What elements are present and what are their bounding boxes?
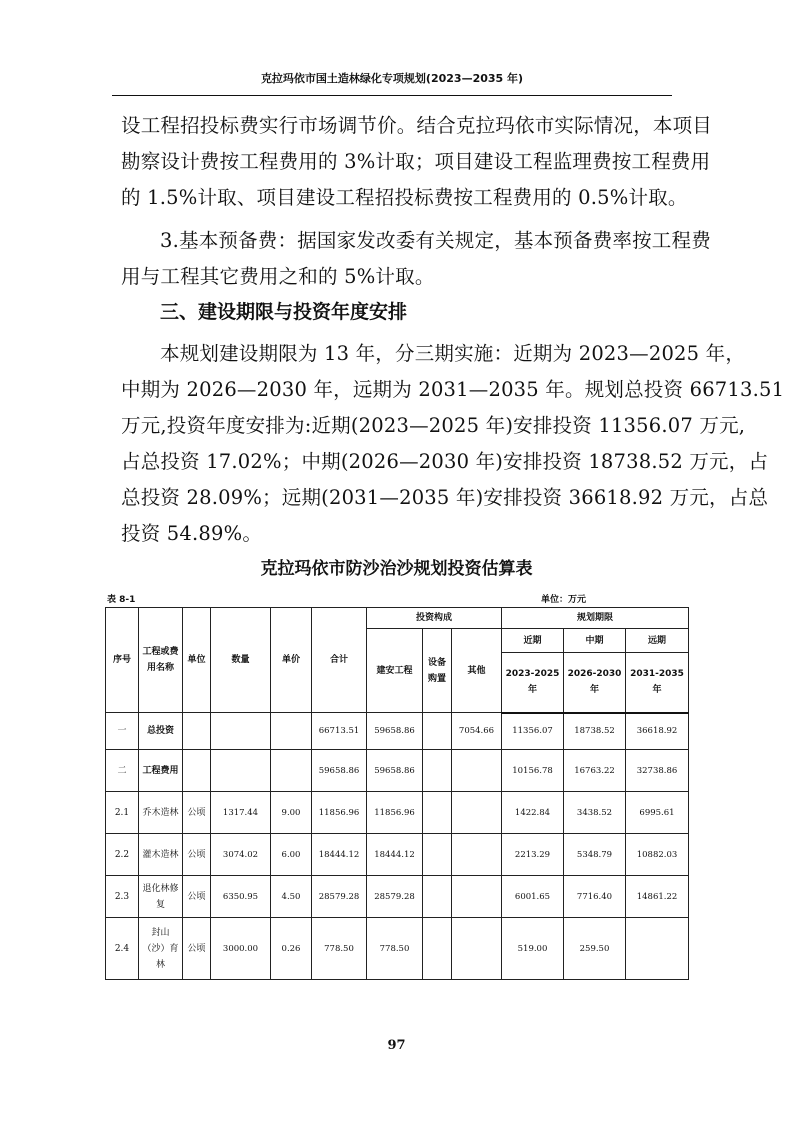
header-period: 规划期限 xyxy=(502,608,689,629)
cell-name: 总投资 xyxy=(139,713,183,750)
cell-far xyxy=(626,918,689,980)
table-row xyxy=(106,750,689,792)
cell-total: 59658.86 xyxy=(312,750,367,792)
cell-name: 退化林修复 xyxy=(139,876,183,918)
table-row xyxy=(106,918,689,980)
cell-near: 6001.65 xyxy=(502,876,564,918)
cell-total: 18444.12 xyxy=(312,834,367,876)
table-row xyxy=(106,834,689,876)
header-far-years: 2031-2035年 xyxy=(626,653,689,713)
table-row xyxy=(106,876,689,918)
cell-price: 6.00 xyxy=(271,834,312,876)
header-near-years: 2023-2025年 xyxy=(502,653,564,713)
header-unit: 单位 xyxy=(183,608,211,713)
cell-seq: 2.1 xyxy=(106,792,139,834)
paragraph-line: 投资 54.89%。 xyxy=(121,522,263,545)
paragraph-line: 的 1.5%计取、项目建设工程招投标费按工程费用的 0.5%计取。 xyxy=(121,186,688,209)
cell-total: 66713.51 xyxy=(312,713,367,750)
paragraph-line: 中期为 2026—2030 年，远期为 2031—2035 年。规划总投资 66713.51 xyxy=(121,378,785,401)
cell-equipment xyxy=(423,876,452,918)
cell-construction: 59658.86 xyxy=(367,750,423,792)
paragraph-line: 万元,投资年度安排为:近期(2023—2025 年)安排投资 11356.07 万元, xyxy=(121,414,746,437)
cell-name: 乔木造林 xyxy=(139,792,183,834)
cell-seq: 2.2 xyxy=(106,834,139,876)
header-far: 远期 xyxy=(626,629,689,653)
cell-near: 1422.84 xyxy=(502,792,564,834)
cell-mid: 16763.22 xyxy=(564,750,626,792)
cell-equipment xyxy=(423,918,452,980)
cell-seq: 二 xyxy=(106,750,139,792)
header-construction: 建安工程 xyxy=(367,629,423,713)
header-equipment: 设备购置 xyxy=(423,629,452,713)
cell-price: 9.00 xyxy=(271,792,312,834)
cell-near: 10156.78 xyxy=(502,750,564,792)
header-qty: 数量 xyxy=(211,608,271,713)
header-price: 单价 xyxy=(271,608,312,713)
header-near: 近期 xyxy=(502,629,564,653)
cell-unit: 公顷 xyxy=(183,834,211,876)
cell-unit: 公顷 xyxy=(183,918,211,980)
cell-seq: 2.3 xyxy=(106,876,139,918)
cell-total: 28579.28 xyxy=(312,876,367,918)
cell-construction: 18444.12 xyxy=(367,834,423,876)
cell-unit xyxy=(183,750,211,792)
cell-qty: 3000.00 xyxy=(211,918,271,980)
cell-far: 10882.03 xyxy=(626,834,689,876)
cell-mid: 7716.40 xyxy=(564,876,626,918)
cell-near: 2213.29 xyxy=(502,834,564,876)
cell-mid: 3438.52 xyxy=(564,792,626,834)
cell-qty xyxy=(211,750,271,792)
cell-equipment xyxy=(423,713,452,750)
cell-far: 14861.22 xyxy=(626,876,689,918)
cell-near: 11356.07 xyxy=(502,713,564,750)
cell-qty: 6350.95 xyxy=(211,876,271,918)
section-heading: 三、建设期限与投资年度安排 xyxy=(160,301,408,323)
header-mid: 中期 xyxy=(564,629,626,653)
cell-price: 4.50 xyxy=(271,876,312,918)
paragraph-line: 占总投资 17.02%；中期(2026—2030 年)安排投资 18738.52 万元，占 xyxy=(121,450,769,473)
header-rule xyxy=(112,95,672,96)
cell-other: 7054.66 xyxy=(452,713,502,750)
paragraph-line: 设工程招投标费实行市场调节价。结合克拉玛依市实际情况，本项目 xyxy=(121,114,713,137)
cell-name: 工程费用 xyxy=(139,750,183,792)
cell-name: 封山（沙）育林 xyxy=(139,918,183,980)
header-other: 其他 xyxy=(452,629,502,713)
cell-mid: 5348.79 xyxy=(564,834,626,876)
paragraph-line: 总投资 28.09%；远期(2031—2035 年)安排投资 36618.92 万元，占总 xyxy=(121,486,769,509)
table-row xyxy=(106,713,689,750)
unit-note: 单位：万元 xyxy=(541,595,587,605)
cell-construction: 11856.96 xyxy=(367,792,423,834)
header-item: 工程或费用名称 xyxy=(139,608,183,713)
table-number: 表 8-1 xyxy=(107,595,136,605)
investment-table xyxy=(105,607,689,980)
cell-qty: 1317.44 xyxy=(211,792,271,834)
cell-other xyxy=(452,834,502,876)
cell-far: 6995.61 xyxy=(626,792,689,834)
paragraph-line: 3.基本预备费：据国家发改委有关规定，基本预备费率按工程费 xyxy=(160,229,711,252)
paragraph-line: 用与工程其它费用之和的 5%计取。 xyxy=(121,265,435,288)
cell-name: 灌木造林 xyxy=(139,834,183,876)
cell-mid: 18738.52 xyxy=(564,713,626,750)
cell-unit: 公顷 xyxy=(183,876,211,918)
cell-far: 36618.92 xyxy=(626,713,689,750)
cell-equipment xyxy=(423,750,452,792)
cell-unit: 公顷 xyxy=(183,792,211,834)
cell-other xyxy=(452,750,502,792)
cell-seq: 2.4 xyxy=(106,918,139,980)
table-row xyxy=(106,792,689,834)
cell-far: 32738.86 xyxy=(626,750,689,792)
header-composition: 投资构成 xyxy=(367,608,502,629)
cell-equipment xyxy=(423,834,452,876)
cell-equipment xyxy=(423,792,452,834)
cell-mid: 259.50 xyxy=(564,918,626,980)
header-seq: 序号 xyxy=(106,608,139,713)
cell-construction: 778.50 xyxy=(367,918,423,980)
cell-price: 0.26 xyxy=(271,918,312,980)
cell-near: 519.00 xyxy=(502,918,564,980)
cell-other xyxy=(452,918,502,980)
header-mid-years: 2026-2030年 xyxy=(564,653,626,713)
cell-other xyxy=(452,876,502,918)
cell-unit xyxy=(183,713,211,750)
cell-qty: 3074.02 xyxy=(211,834,271,876)
paragraph-line: 勘察设计费按工程费用的 3%计取；项目建设工程监理费按工程费用 xyxy=(121,150,711,173)
cell-price xyxy=(271,750,312,792)
cell-construction: 59658.86 xyxy=(367,713,423,750)
cell-other xyxy=(452,792,502,834)
cell-construction: 28579.28 xyxy=(367,876,423,918)
table-title: 克拉玛依市防沙治沙规划投资估算表 xyxy=(260,559,533,579)
running-header: 克拉玛依市国土造林绿化专项规划(2023—2035 年) xyxy=(260,72,524,85)
cell-price xyxy=(271,713,312,750)
cell-total: 11856.96 xyxy=(312,792,367,834)
paragraph-line: 本规划建设期限为 13 年，分三期实施：近期为 2023—2025 年， xyxy=(160,342,746,365)
cell-total: 778.50 xyxy=(312,918,367,980)
cell-seq: 一 xyxy=(106,713,139,750)
cell-qty xyxy=(211,713,271,750)
page-number: 97 xyxy=(387,1038,406,1053)
header-total: 合计 xyxy=(312,608,367,713)
